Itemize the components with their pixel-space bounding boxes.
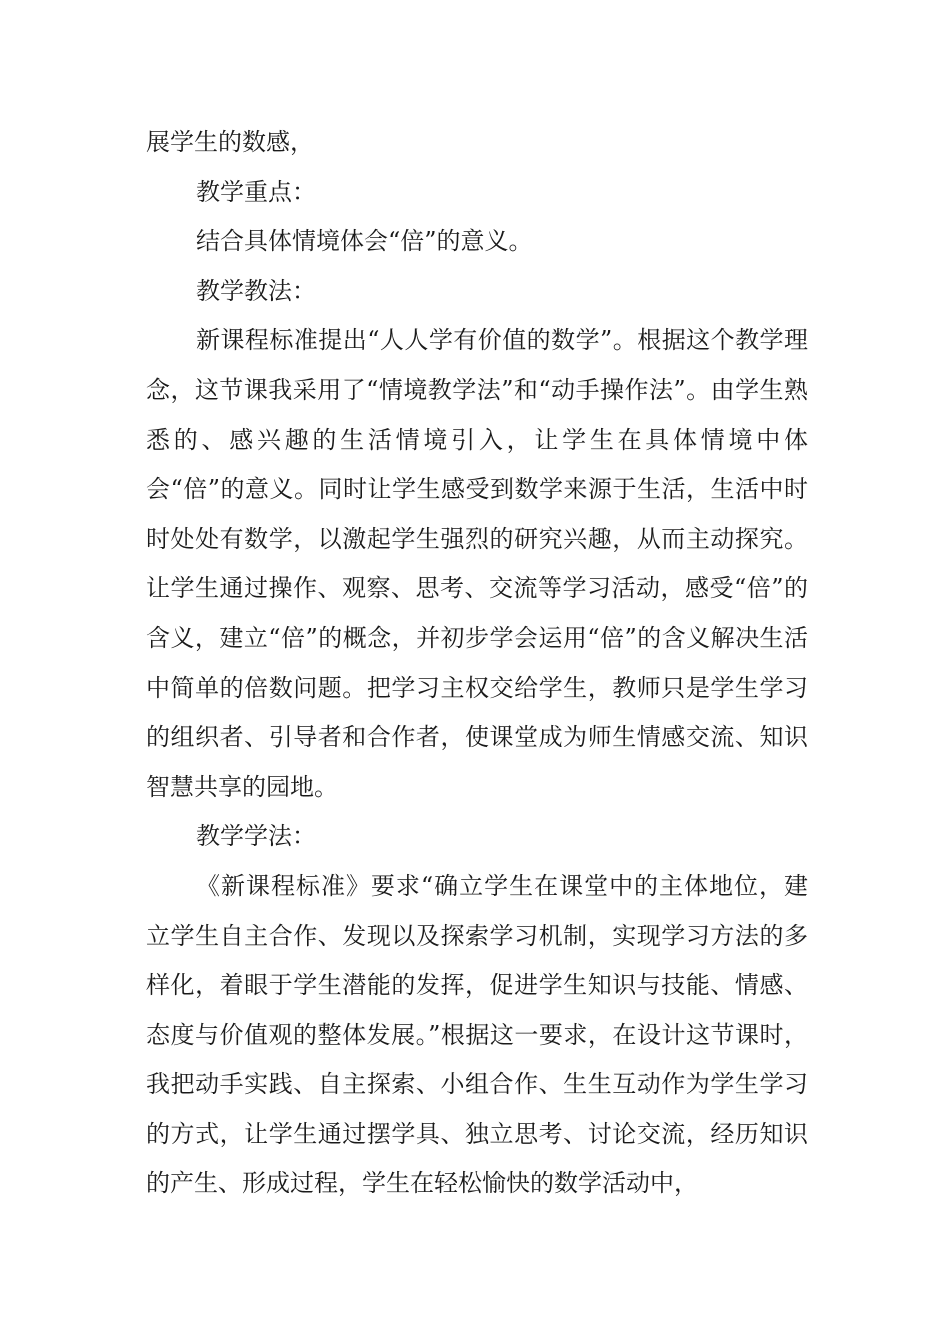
paragraph-teaching-method: 新课程标准提出“人人学有价值的数学”。根据这个教学理念，这节课我采用了“情境教学法”和“动手操作法”。由学生熟悉的、感兴趣的生活情境引入，让学生在具体情境中体会“倍”的意义。同时让学生感受到数学来源于生活，生活中时时处处有数学，以激起学生强烈的研究兴趣，从而主动探究。让学生通过操作、观察、思考、交流等学习活动，感受“倍”的含义，建立“倍”的概念，并初步学会运用“倍”的含义解决生活中简单的倍数问题。把学习主权交给学生，教师只是学生学习的组织者、引导者和合作者，使课堂成为师生情感交流、知识智慧共享的园地。	[146, 326, 808, 801]
heading-teaching-focus: 教学重点：	[196, 177, 316, 206]
heading-learning-method: 教学学法：	[196, 822, 316, 851]
heading-teaching-method: 教学教法：	[196, 276, 316, 305]
document-body	[146, 118, 808, 1209]
paragraph-learning-method: 《新课程标准》要求“确立学生在课堂中的主体地位，建立学生自主合作、发现以及探索学习机制，实现学习方法的多样化，着眼于学生潜能的发挥，促进学生知识与技能、情感、态度与价值观的整体发展。”根据这一要求，在设计这节课时，我把动手实践、自主探索、小组合作、生生互动作为学生学习的方式，让学生通过摆学具、独立思考、讨论交流，经历知识的产生、形成过程，学生在轻松愉快的数学活动中，	[146, 871, 808, 1198]
paragraph-teaching-focus: 结合具体情境体会“倍”的意义。	[196, 227, 533, 256]
paragraph-continuation: 展学生的数感，	[146, 128, 314, 156]
